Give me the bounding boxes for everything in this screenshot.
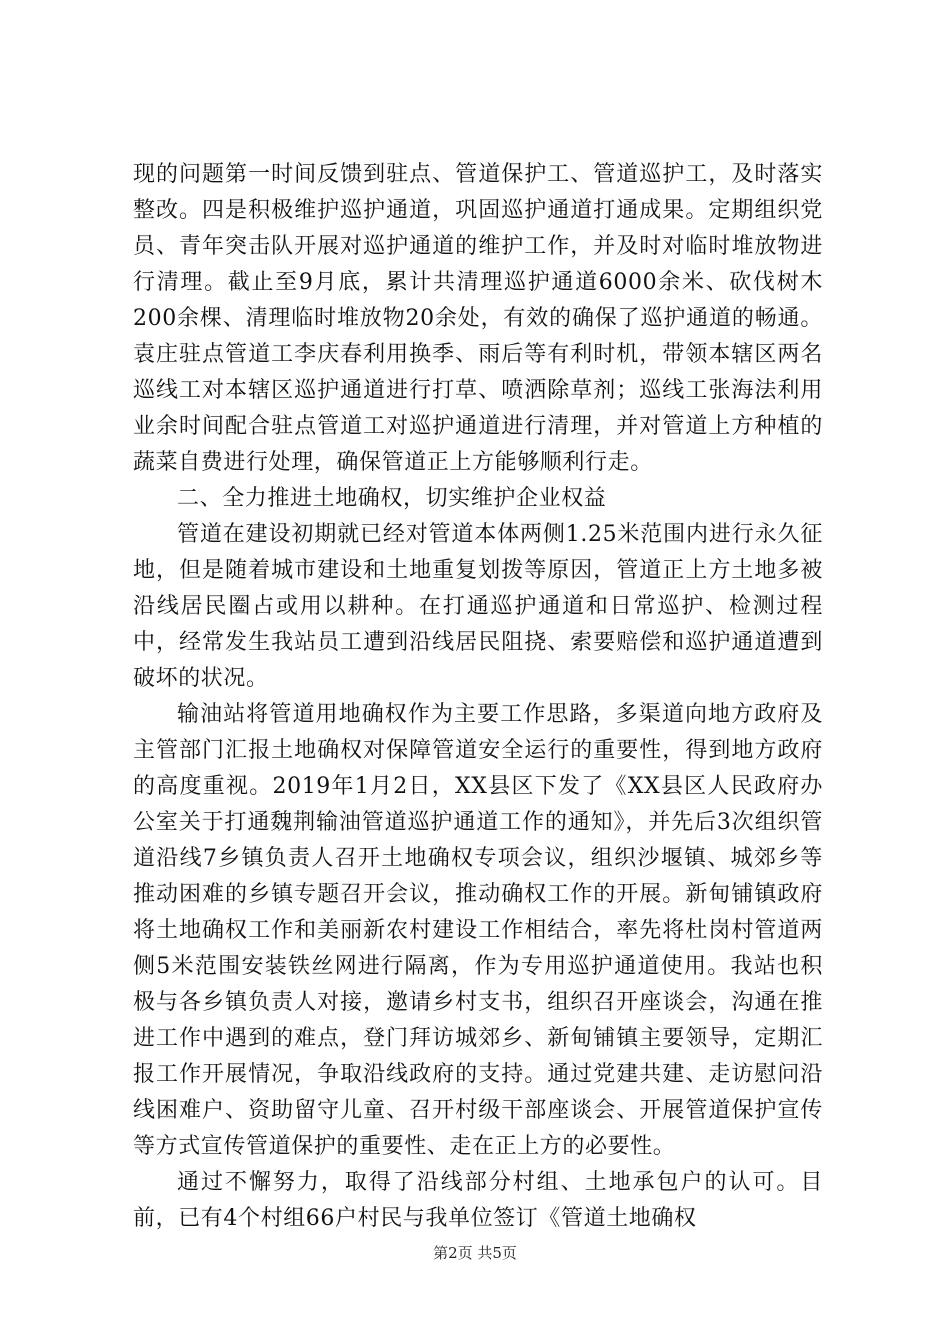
document-body <box>133 157 823 1237</box>
section-heading: 二、全力推进土地确权，切实维护企业权益 <box>177 486 607 511</box>
paragraph: 通过不懈努力，取得了沿线部分村组、土地承包户的认可。目前，已有4个村组66户村民与我单位签订《管道土地确权 <box>133 1170 823 1231</box>
paragraph: 管道在建设初期就已经对管道本体两侧1.25米范围内进行永久征地，但是随着城市建设和土地重复划拨等原因，管道正上方土地多被沿线居民圈占或用以耕种。在打通巡护通道和日常巡护、检测过程中，经常发生我站员工遭到沿线居民阻挠、索要赔偿和巡护通道遭到破坏的状况。 <box>133 522 823 691</box>
paragraph: 输油站将管道用地确权作为主要工作思路，多渠道向地方政府及主管部门汇报土地确权对保障管道安全运行的重要性，得到地方政府的高度重视。2019年1月2日，XX县区下发了《XX县区人民政府办公室关于打通魏荆输油管道巡护通道工作的通知》，并先后3次组织管道沿线7乡镇负责人召开土地确权专项会议，组织沙堰镇、城郊乡等推动困难的乡镇专题召开会议，推动确权工作的开展。新甸铺镇政府将土地确权工作和美丽新农村建设工作相结合，率先将杜岗村管道两侧5米范围安装铁丝网进行隔离，作为专用巡护通道使用。我站也积极与各乡镇负责人对接，邀请乡村支书，组织召开座谈会，沟通在推进工作中遇到的难点，登门拜访城郊乡、新甸铺镇主要领导，定期汇报工作开展情况，争取沿线政府的支持。通过党建共建、走访慰问沿线困难户、资助留守儿童、召开村级干部座谈会、开展管道保护宣传等方式宣传管道保护的重要性、走在正上方的必要性。 <box>133 702 823 1159</box>
paragraph-continuation: 现的问题第一时间反馈到驻点、管道保护工、管道巡护工，及时落实整改。四是积极维护巡护通道，巩固巡护通道打通成果。定期组织党员、青年突击队开展对巡护通道的维护工作，并及时对临时堆放物进行清理。截止至9月底，累计共清理巡护通道6000余米、砍伐树木200余棵、清理临时堆放物20余处，有效的确保了巡护通道的畅通。袁庄驻点管道工李庆春利用换季、雨后等有利时机，带领本辖区两名巡线工对本辖区巡护通道进行打草、喷洒除草剂；巡线工张海法利用业余时间配合驻点管道工对巡护通道进行清理，并对管道上方种植的蔬菜自费进行处理，确保管道正上方能够顺利行走。 <box>133 162 823 475</box>
page-number-footer: 第2页 共5页 <box>433 1244 517 1262</box>
